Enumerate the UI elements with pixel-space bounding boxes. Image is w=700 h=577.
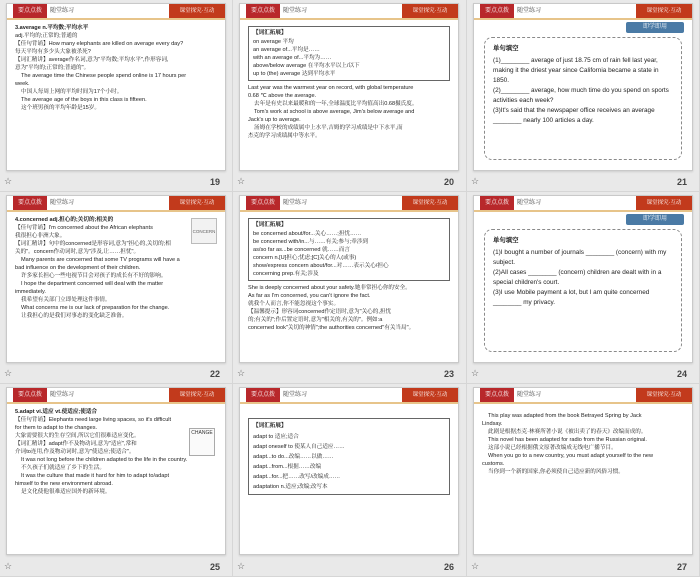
text-line: This novel has been adapted for radio from the Russian original. bbox=[488, 437, 647, 443]
exercise-item: (3)It's said that the newspaper office receives an average ________ nearly 100 articles a day. bbox=[493, 107, 655, 124]
entry-heading: 5.adapt vi.适应 vt.使适应;使适合 bbox=[15, 409, 98, 415]
slide-number: 24 bbox=[676, 369, 687, 379]
vocab-item: concern n.[U]担心;忧虑;[C]关心的人(或事) bbox=[253, 255, 357, 261]
tab-other: 随堂练习 bbox=[283, 392, 308, 398]
vocab-item: adapt...for...把……改写/改编成…… bbox=[253, 474, 341, 480]
slide-body bbox=[15, 408, 217, 550]
section-badge: 课堂探究·互动 bbox=[402, 388, 458, 402]
tab-other: 随堂练习 bbox=[50, 200, 75, 206]
text-line: 我很担心非洲大象。 bbox=[15, 233, 66, 239]
vocab-item: be concerned about/for...关心……;担忧…… bbox=[253, 231, 362, 237]
text-line: concerned look"关切的神情";the authorities concerned"有关当局"。 bbox=[248, 325, 415, 331]
vocab-item: above/below average 在平均水平以上/以下 bbox=[253, 63, 360, 69]
vocab-box bbox=[248, 26, 450, 81]
text-line: customs. bbox=[482, 461, 505, 467]
slide-number: 19 bbox=[209, 177, 220, 187]
text-line: Jack's up to average. bbox=[248, 117, 301, 123]
slide-number: 25 bbox=[209, 562, 220, 572]
slide-thumbnail[interactable] bbox=[467, 192, 700, 384]
text-line: 这个班男孩的平均年龄是15岁。 bbox=[21, 105, 100, 111]
star-icon[interactable]: ☆ bbox=[237, 368, 246, 378]
exercise-item: (1)________ average of just 18.75 cm of rain fell last year, making it the driest year since California became a state in 1850. bbox=[493, 57, 659, 84]
vocab-box-title: 【词汇拓展】 bbox=[253, 222, 287, 228]
vocab-box bbox=[248, 218, 450, 281]
slide-body bbox=[248, 216, 450, 358]
text-line: 【温馨提示】形容词concerned作定语时,意为"关心的,担忧 bbox=[248, 309, 392, 315]
section-badge: 课堂探究·互动 bbox=[169, 196, 225, 210]
text-line: for them to adapt to the changes. bbox=[15, 425, 98, 431]
tab-other: 随堂练习 bbox=[283, 200, 308, 206]
vocab-item: adapt oneself to 使某人自己适应…… bbox=[253, 444, 345, 450]
slide-number: 21 bbox=[676, 177, 687, 187]
slide bbox=[239, 3, 459, 171]
tab-other: 随堂练习 bbox=[517, 200, 542, 206]
tab-active: 要点点拨 bbox=[480, 388, 514, 402]
slide-body bbox=[248, 416, 450, 550]
text-line: 杰克的学习成绩属中等水平。 bbox=[248, 133, 321, 139]
slide-header bbox=[474, 388, 692, 402]
header-stripe bbox=[7, 210, 225, 212]
text-line: himself to the new environment abroad. bbox=[15, 481, 113, 487]
text-line: 【佳句背诵】How many elephants are killed on average every day? bbox=[15, 41, 184, 47]
header-stripe bbox=[7, 18, 225, 20]
text-line: 介词to连用,作及物动词时,意为"使适应;使适合"。 bbox=[15, 449, 135, 455]
practice-banner: 即学即用 bbox=[626, 214, 684, 225]
text-line: 汤姆在学校的成绩属中上水平,吉姆的学习成绩是中下水平,而 bbox=[254, 125, 403, 131]
vocab-item: an average of...平均是…… bbox=[253, 47, 320, 53]
header-stripe bbox=[7, 402, 225, 404]
vocab-item: up to (the) average 达到平均水平 bbox=[253, 71, 336, 77]
header-stripe bbox=[240, 18, 458, 20]
star-icon[interactable]: ☆ bbox=[4, 368, 13, 378]
text-line: 许多家长担心一些电视节目会对孩子的成长有不好的影响。 bbox=[21, 273, 167, 279]
text-line: As far as I'm concerned, you can't ignore the fact. bbox=[248, 293, 371, 299]
star-icon[interactable]: ☆ bbox=[4, 561, 13, 571]
tab-other: 随堂练习 bbox=[50, 8, 75, 14]
text-line: This play was adapted from the book Betrayed Spring by Jack bbox=[488, 413, 642, 419]
thumbnail-footer bbox=[233, 364, 466, 383]
text-line: What concerns me is our lack of preparation for the change. bbox=[21, 305, 170, 311]
slide-body bbox=[15, 24, 217, 166]
text-line: 0.68 ℃ above the average. bbox=[248, 93, 317, 99]
text-line: 是文化使他很难适应国外的新环境。 bbox=[21, 489, 111, 495]
vocab-item: show/express concern about/for...对……表示关心/担心 bbox=[253, 263, 389, 269]
exercise-item: (1)I bought a number of journals ________ (concern) with my subject. bbox=[493, 249, 667, 266]
header-stripe bbox=[474, 210, 692, 212]
header-stripe bbox=[474, 18, 692, 20]
text-line: 让我担心的是我们对事态的变化缺乏准备。 bbox=[21, 313, 128, 319]
slide-header bbox=[240, 196, 458, 210]
text-line: 我希望有关部门立即处理这件事情。 bbox=[21, 297, 111, 303]
text-line: week. bbox=[15, 81, 30, 87]
slide-thumbnail[interactable] bbox=[0, 0, 233, 192]
vocab-item: adapt...from...根据……改编 bbox=[253, 464, 322, 470]
tab-other: 随堂练习 bbox=[283, 8, 308, 14]
text-line: 【佳句背诵】I'm concerned about the African elephants bbox=[15, 225, 153, 231]
header-stripe bbox=[240, 210, 458, 212]
text-line: 【词汇精讲】average作名词,意为"平均数;平均水平",作形容词, bbox=[15, 57, 169, 63]
practice-frame bbox=[484, 229, 682, 352]
tab-active: 要点点拨 bbox=[246, 196, 280, 210]
star-icon[interactable]: ☆ bbox=[471, 561, 480, 571]
star-icon[interactable]: ☆ bbox=[237, 561, 246, 571]
slide bbox=[6, 387, 226, 555]
slide-thumbnail[interactable] bbox=[0, 192, 233, 384]
star-icon[interactable]: ☆ bbox=[237, 176, 246, 186]
text-line: 每天平均有多少头大象被杀死? bbox=[15, 49, 91, 55]
slide-thumbnail[interactable] bbox=[0, 384, 233, 577]
slide bbox=[6, 3, 226, 171]
slide-thumbnail[interactable] bbox=[233, 0, 467, 192]
section-badge: 课堂探究·互动 bbox=[636, 388, 692, 402]
slide-header bbox=[474, 196, 692, 210]
exercise-item: (2)All cases ________ (concern) children are dealt with in a special children's court. bbox=[493, 269, 662, 286]
slide-thumbnail[interactable] bbox=[467, 384, 700, 577]
vocab-box-title: 【词汇拓展】 bbox=[253, 423, 287, 429]
text-line: Lindsay. bbox=[482, 421, 503, 427]
text-line: 去年是有史以来最暖和的一年,全球温度比平均值高出0.68摄氏度。 bbox=[254, 101, 418, 107]
text-line: 这部小说已经根据俄文原著改编成无线电广播节目。 bbox=[488, 445, 617, 451]
slide-number: 20 bbox=[443, 177, 454, 187]
vocab-item: as/so far as...be concerned 就……而言 bbox=[253, 247, 350, 253]
practice-title: 单句填空 bbox=[493, 237, 519, 244]
text-line: She is deeply concerned about your safety.她非常担心你的安全。 bbox=[248, 285, 411, 291]
vocab-item: on average 平均 bbox=[253, 39, 294, 45]
text-line: 就我个人而言,你不能忽视这个事实。 bbox=[248, 301, 340, 307]
text-line: When you go to a new country, you must adapt yourself to the new bbox=[488, 453, 654, 459]
slide-thumbnail[interactable] bbox=[233, 384, 467, 577]
section-badge: 课堂探究·互动 bbox=[636, 196, 692, 210]
tab-other: 随堂练习 bbox=[517, 392, 542, 398]
change-illustration: CHANGE bbox=[189, 428, 215, 456]
text-line: Tom's work at school is above average, Jim's below average and bbox=[254, 109, 415, 115]
entry-heading: 4.concerned adj.担心的;关切的;相关的 bbox=[15, 217, 114, 223]
text-line: I hope the department concerned will deal with the matter bbox=[21, 281, 164, 287]
slide-thumbnail[interactable] bbox=[233, 192, 467, 384]
slide-header bbox=[7, 388, 225, 402]
text-line: 【词汇精讲】句中的concerned是形容词,意为"担心的,关切的;相 bbox=[15, 241, 171, 247]
slide-header bbox=[240, 388, 458, 402]
tab-active: 要点点拨 bbox=[246, 388, 280, 402]
tab-other: 随堂练习 bbox=[517, 8, 542, 14]
thumbnail-footer bbox=[233, 172, 466, 191]
slide-body bbox=[248, 24, 450, 166]
practice-title: 单句填空 bbox=[493, 45, 519, 52]
tab-active: 要点点拨 bbox=[480, 4, 514, 18]
tab-active: 要点点拨 bbox=[480, 196, 514, 210]
slide-body bbox=[15, 216, 217, 358]
vocab-item: be concerned with/in...与……有关;参与;牵涉到 bbox=[253, 239, 369, 245]
exercise-item: (3)I use Mobile payment a lot, but I am quite concerned ________ my privacy. bbox=[493, 289, 650, 306]
tab-active: 要点点拨 bbox=[13, 4, 47, 18]
section-badge: 课堂探究·互动 bbox=[169, 4, 225, 18]
thumbnail-footer bbox=[0, 172, 232, 191]
text-line: 【佳句背诵】Elephants need large living spaces, so it's difficult bbox=[15, 417, 172, 423]
entry-heading: 3.average n.平均数;平均水平 bbox=[15, 25, 89, 31]
text-line: 关的"。concern作动词时,意为"涉及,让……担忧"。 bbox=[15, 249, 140, 255]
text-line: 此剧是根据杰克·林赛所著小说《被出卖了的春天》改编而成的。 bbox=[488, 429, 647, 435]
slide bbox=[473, 195, 693, 363]
slide bbox=[6, 195, 226, 363]
slide bbox=[473, 3, 693, 171]
text-line: 中国人每周上网的平均时间为17个小时。 bbox=[21, 89, 123, 95]
vocab-box bbox=[248, 418, 450, 495]
thumbnail-footer bbox=[467, 557, 699, 576]
section-badge: 课堂探究·互动 bbox=[402, 196, 458, 210]
slide bbox=[239, 387, 459, 555]
text-line: immediately. bbox=[15, 289, 46, 295]
text-line: 不久孩子们就适应了乡下的生活。 bbox=[21, 465, 105, 471]
star-icon[interactable]: ☆ bbox=[471, 176, 480, 186]
practice-frame bbox=[484, 37, 682, 160]
slide-number: 26 bbox=[443, 562, 454, 572]
slide bbox=[239, 195, 459, 363]
vocab-box-title: 【词汇拓展】 bbox=[253, 30, 287, 36]
text-line: Last year was the warmest year on record, with global temperature bbox=[248, 85, 414, 91]
star-icon[interactable]: ☆ bbox=[471, 368, 480, 378]
header-stripe bbox=[240, 402, 458, 404]
text-line: It was not long before the children adapted to the life in the country. bbox=[21, 457, 188, 463]
vocab-item: concerning prep.有关;涉及 bbox=[253, 271, 319, 277]
exercise-item: (2)________ average, how much time do you spend on sports activities each week? bbox=[493, 87, 669, 104]
thumbnail-footer bbox=[0, 557, 232, 576]
tab-active: 要点点拨 bbox=[13, 388, 47, 402]
text-line: 的;有关的";作后置定语时,意为"相关的,有关的"。例如:a bbox=[248, 317, 383, 323]
slide-header bbox=[474, 4, 692, 18]
text-line: bad influence on the development of their children. bbox=[15, 265, 141, 271]
section-badge: 课堂探究·互动 bbox=[169, 388, 225, 402]
text-line: 当你到一个新的国家,你必须使自己适应新的风俗习惯。 bbox=[488, 469, 624, 475]
slide-header bbox=[240, 4, 458, 18]
slide bbox=[473, 387, 693, 555]
practice-banner: 即学即用 bbox=[626, 22, 684, 33]
text-line: 意为"平均的;正常的;普通的"。 bbox=[15, 65, 90, 71]
text-line: Many parents are concerned that some TV programs will have a bbox=[21, 257, 180, 263]
concern-illustration: CONCERN bbox=[191, 218, 217, 244]
thumbnail-footer bbox=[233, 557, 466, 576]
vocab-item: adapt...to do...改编……以做…… bbox=[253, 454, 334, 460]
star-icon[interactable]: ☆ bbox=[4, 176, 13, 186]
text-line: The average time the Chinese people spend online is 17 hours per bbox=[21, 73, 187, 79]
tab-active: 要点点拨 bbox=[13, 196, 47, 210]
thumbnail-footer bbox=[467, 364, 699, 383]
thumbnail-footer bbox=[0, 364, 232, 383]
tab-active: 要点点拨 bbox=[246, 4, 280, 18]
vocab-item: adapt to 适应;适合 bbox=[253, 434, 299, 440]
section-badge: 课堂探究·互动 bbox=[402, 4, 458, 18]
text-line: The average age of the boys in this class is fifteen. bbox=[21, 97, 147, 103]
section-badge: 课堂探究·互动 bbox=[636, 4, 692, 18]
thumbnail-footer bbox=[467, 172, 699, 191]
slide-thumbnail[interactable] bbox=[467, 0, 700, 192]
text-line: 大象需要很大的生存空间,所以它们很难适应变化。 bbox=[15, 433, 140, 439]
slide-header bbox=[7, 196, 225, 210]
slide-number: 27 bbox=[676, 562, 687, 572]
slide-header bbox=[7, 4, 225, 18]
tab-other: 随堂练习 bbox=[50, 392, 75, 398]
text-line: It was the culture that made it hard for him to adapt to/adapt bbox=[21, 473, 170, 479]
header-stripe bbox=[474, 402, 692, 404]
slide-number: 23 bbox=[443, 369, 454, 379]
text-line: 【词汇精讲】adapt作不及物动词,意为"适应",常和 bbox=[15, 441, 137, 447]
vocab-item: adaptation n.适应;改编;改写本 bbox=[253, 484, 328, 490]
vocab-item: with an average of...平均为…… bbox=[253, 55, 332, 61]
slide-number: 22 bbox=[209, 369, 220, 379]
slide-body bbox=[482, 412, 684, 550]
text-line: adj.平均的;正常的;普通的 bbox=[15, 33, 78, 39]
